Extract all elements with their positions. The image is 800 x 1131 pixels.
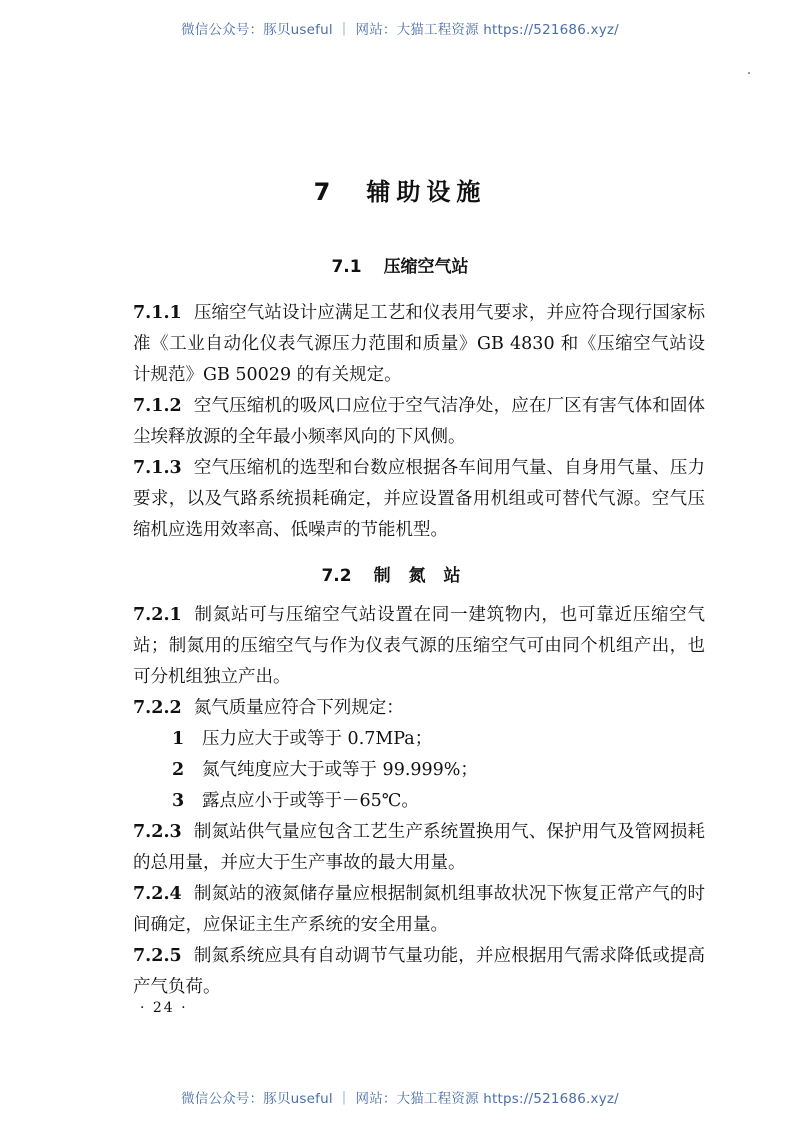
clause-text: 氮气质量应符合下列规定： [193, 698, 404, 718]
list-item-text: 露点应小于或等于－65℃。 [202, 791, 419, 811]
clause-7-2-4 [133, 879, 705, 941]
watermark-bottom: 微信公众号：豚贝useful ｜ 网站：大猫工程资源 https://521686.xyz/ [181, 1091, 619, 1107]
list-item-number: 1 [172, 729, 185, 749]
section-heading-7-2 [0, 561, 800, 586]
clause-7-1-3 [133, 453, 705, 546]
clause-7-2-3 [133, 817, 705, 879]
section-number: 7.2 [321, 566, 352, 586]
clause-7-2-1 [133, 600, 705, 693]
clause-7-1-2 [133, 391, 705, 453]
list-item [172, 755, 478, 786]
scan-dot [748, 72, 750, 74]
clause-number: 7.2.5 [133, 946, 182, 966]
clause-number: 7.2.2 [133, 698, 182, 718]
list-item-text: 压力应大于或等于 0.7MPa； [202, 729, 433, 749]
section-heading-7-1 [0, 252, 800, 277]
section-label: 压缩空气站 [383, 257, 469, 277]
list-item [172, 724, 478, 755]
clause-7-2-5 [133, 941, 705, 1003]
list-item-number: 2 [172, 760, 185, 780]
clause-7-2-2 [133, 693, 705, 724]
section-number: 7.1 [331, 257, 362, 277]
list-item [172, 786, 478, 817]
clause-number: 7.1.2 [133, 396, 182, 416]
section-label: 制氮站 [373, 566, 479, 586]
chapter-title: 7 辅助设施 [313, 178, 487, 206]
clause-text: 制氮站可与压缩空气站设置在同一建筑物内，也可靠近压缩空气站；制氮用的压缩空气与作为仪表气源的压缩空气可由同个机组产出，也可分机组独立产出。 [133, 605, 705, 687]
clause-number: 7.2.1 [133, 605, 182, 625]
nitrogen-quality-list [172, 724, 478, 817]
clause-text: 压缩空气站设计应满足工艺和仪表用气要求，并应符合现行国家标准《工业自动化仪表气源压力范围和质量》GB 4830 和《压缩空气站设计规范》GB 50029 的有关规定。 [133, 303, 705, 385]
watermark-top: 微信公众号：豚贝useful ｜ 网站：大猫工程资源 https://521686.xyz/ [181, 22, 619, 38]
clause-text: 制氮站供气量应包含工艺生产系统置换用气、保护用气及管网损耗的总用量，并应大于生产事故的最大用量。 [133, 822, 705, 873]
clause-number: 7.1.3 [133, 458, 182, 478]
clause-text: 制氮系统应具有自动调节气量功能，并应根据用气需求降低或提高产气负荷。 [133, 946, 705, 997]
clause-text: 空气压缩机的选型和台数应根据各车间用气量、自身用气量、压力要求，以及气路系统损耗确定，并应设置备用机组或可替代气源。空气压缩机应选用效率高、低噪声的节能机型。 [133, 458, 705, 540]
clause-number: 7.2.3 [133, 822, 182, 842]
clause-text: 空气压缩机的吸风口应位于空气洁净处，应在厂区有害气体和固体尘埃释放源的全年最小频率风向的下风侧。 [133, 396, 705, 447]
clause-7-1-1 [133, 298, 705, 391]
clause-text: 制氮站的液氮储存量应根据制氮机组事故状况下恢复正常产气的时间确定，应保证主生产系统的安全用量。 [133, 884, 705, 935]
list-item-text: 氮气纯度应大于或等于 99.999%； [202, 760, 478, 780]
page-number: · 24 · [140, 1000, 188, 1016]
list-item-number: 3 [172, 791, 185, 811]
clause-number: 7.2.4 [133, 884, 182, 904]
clause-number: 7.1.1 [133, 303, 182, 323]
